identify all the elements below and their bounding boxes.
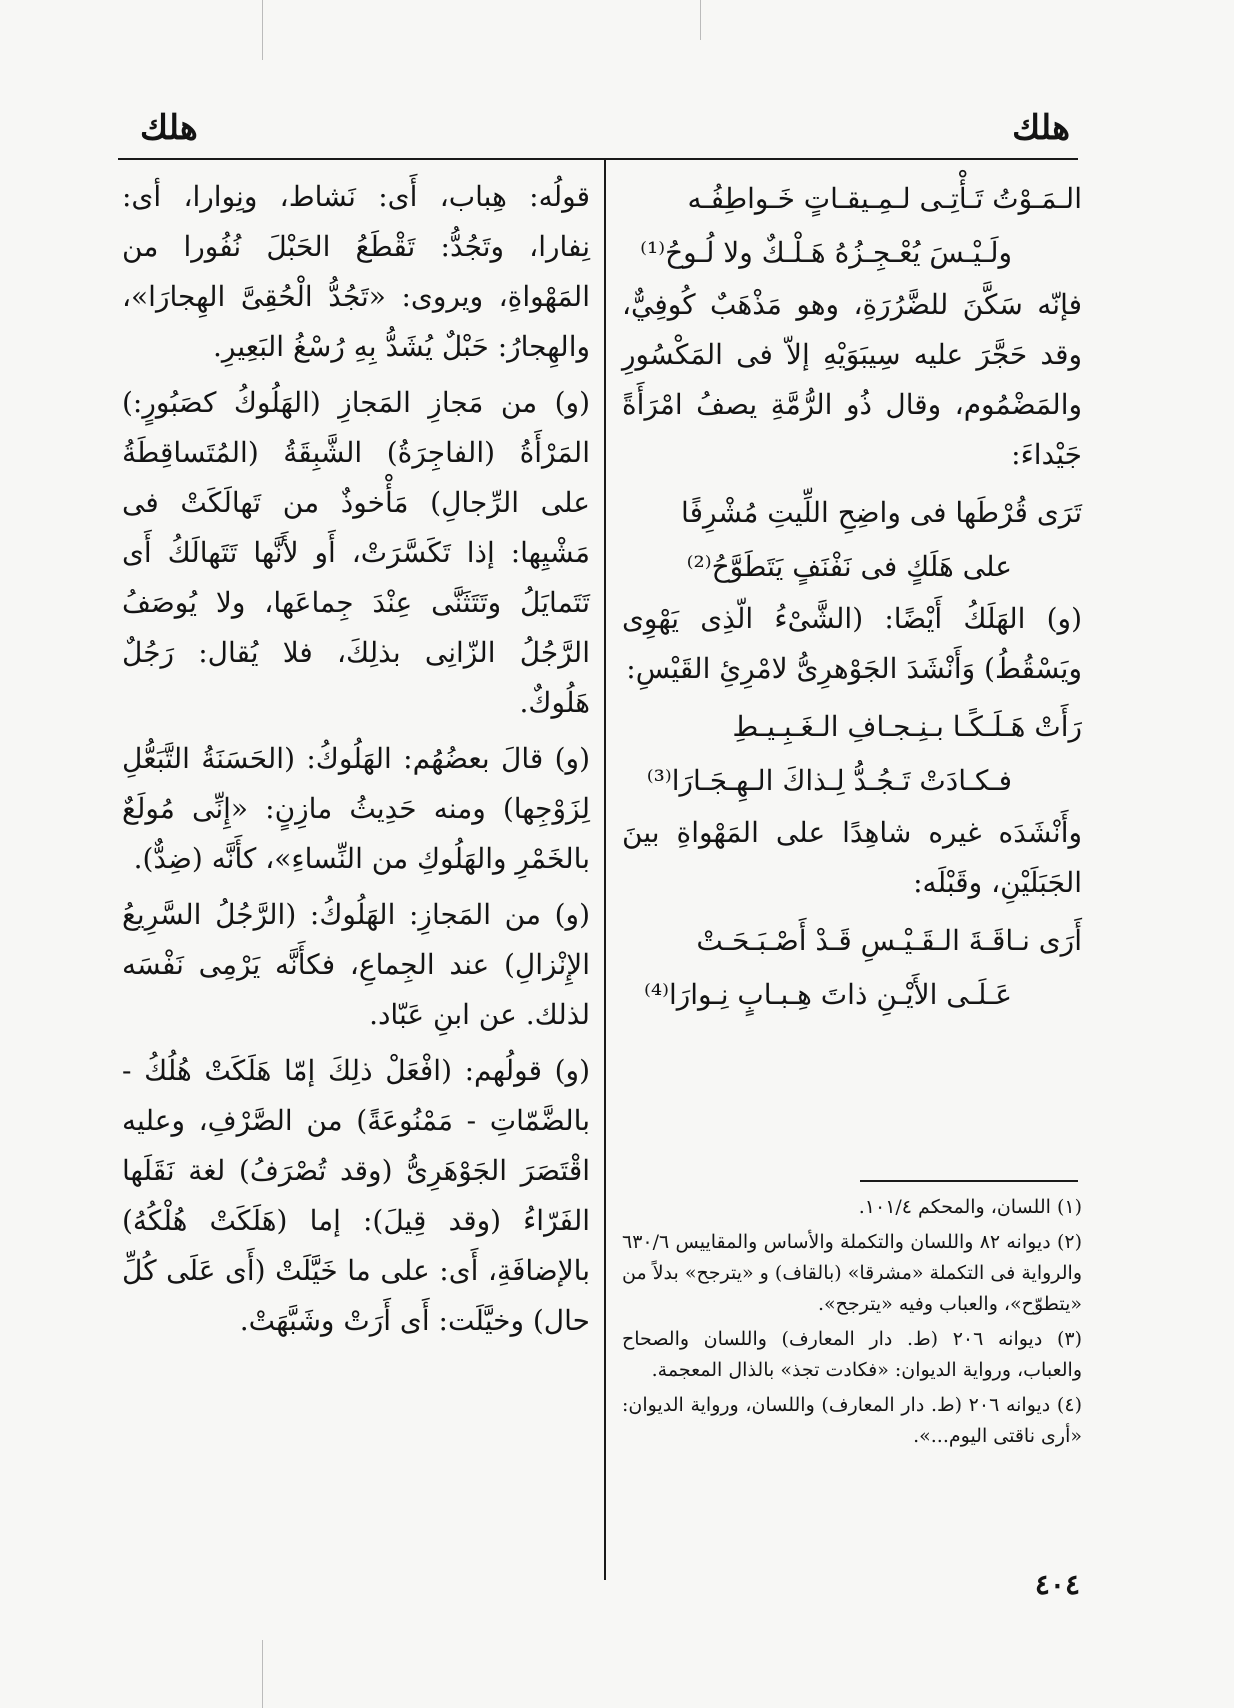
body-paragraph: فإنّه سَكَّنَ للضَّرُرَةِ، وهو مَذْهَبٌ كُوفِيٌّ، وقد حَجَّرَ عليه سِيبَوَيْهِ إلاّ فى المَكْسُورِ والمَضْمُوم، وقال ذُو الرُّمَّةِ يصفُ امْرَأَةً جَيْداءَ: <box>622 288 1082 471</box>
header-title-right: هلك <box>1012 108 1070 148</box>
running-header <box>140 108 1070 158</box>
body-paragraph: (و) من مَجازِ المَجازِ (الهَلُوكُ كصَبُورٍ:) المَرْأَةُ (الفاجِرَةُ) الشَّبِقَةُ (المُتَساقِطَةُ على الرِّجالِ) مَأْخوذٌ من تَهالَكَتْ فى مَشْيِها: إذا تَكَسَّرَتْ، أَو لأَنَّها تَتَهالَكُ أَى تَتَمايَلُ وتَتَثَنَّى عِنْدَ جِماعَها، ولا يُوصَفُ الرَّجُلُ الزّانِى بذلِكَ، فلا يُقال: رَجُلٌ هَلُوكٌ. <box>122 386 590 719</box>
header-title-left: هلك <box>140 108 198 148</box>
right-column <box>622 172 1082 1022</box>
body-paragraph: (و) قولُهم: (افْعَلْ ذلِكَ إمّا هَلَكَتْ هُلُكُ - بالضَّمّاتِ - مَمْنُوعَةً) من الصَّرْفِ، وعليه اقْتَصَرَ الجَوْهَرِىُّ (وقد تُصْرَفُ) لغة نَقَلَها الفَرّاءُ (وقد قِيلَ): إما (هَلَكَتْ هُلْكُهُ) بالإضافَةِ، أَى: على ما خَيَّلَتْ (أَى عَلَى كُلِّ حال) وخيَّلَت: أَى أَرَتْ وشَبَّهَتْ. <box>122 1054 590 1337</box>
footnote: (٤) ديوانه ٢٠٦ (ط. دار المعارف) واللسان، ورواية الديوان: «أرى ناقتى اليوم...». <box>622 1394 1082 1447</box>
verse-line: رَأَتْ هَـلَـكًـا بـنِـجـافِ الـغَـبِـيـطِ <box>732 710 1082 743</box>
header-rule <box>118 158 1078 160</box>
crop-mark <box>262 1640 263 1708</box>
page-number: ٤٠٤ <box>1034 1568 1080 1601</box>
crop-mark <box>700 0 701 40</box>
verse-line: على هَلَكٍ فى نَفْنَفٍ يَتَطَوَّحُ⁽²⁾ <box>686 550 1012 583</box>
body-paragraph: (و) الهَلَكُ أَيْضًا: (الشَّىْءُ الّذِى يَهْوِى ويَسْقُطُ) وَأَنْشَدَ الجَوْهرِىُّ لامْرِئِ القَيْسِ: <box>622 602 1082 685</box>
body-paragraph: وأَنْشَدَه غيره شاهِدًا على المَهْواةِ بينَ الجَبَلَيْنِ، وقَبْلَه: <box>622 816 1082 899</box>
verse-line: الـمَـوْتُ تَـأْتِـى لـمِـيقـاتٍ خَـواطِفُـه <box>687 182 1082 215</box>
body-paragraph: (و) من المَجازِ: الهَلُوكُ: (الرَّجُلُ السَّرِيعُ الإِنْزالِ) عند الجِماعِ، فكأَنَّه يَرْمِى نَفْسَه لذلك. عن ابنِ عَبّاد. <box>122 898 590 1031</box>
crop-mark <box>262 0 263 60</box>
verse-line: عَـلَـى الأَيْـنِ ذاتَ هِـبـابٍ نِـوارَا⁽⁴⁾ <box>643 978 1012 1011</box>
verse-line: أَرَى نـاقَـةَ الـقَـيْـسِ قَـدْ أَصْـبَـحَـتْ <box>696 924 1082 957</box>
footnote: (٢) ديوانه ٨٢ واللسان والتكملة والأساس والمقاييس ٦٣٠/٦ والرواية فى التكملة «مشرقا» (بالقاف) و «يترجح» بدلاً من «يتطوّح»، والعباب وفيه «يترجح». <box>622 1231 1082 1315</box>
body-paragraph: قولُه: هِباب، أَى: نَشاط، ونِوارا، أى: نِفارا، وتَجُدُّ: تَقْطَعُ الحَبْلَ نُفُورا من المَهْواةِ، ويروى: «تَجُدُّ الْحُقِىَّ الهِجارَا»، والهِجارُ: حَبْلٌ يُشَدُّ بِهِ رُسْغُ البَعِيرِ. <box>122 180 590 363</box>
left-column <box>122 172 590 1352</box>
verse-line: ولَـيْـسَ يُعْـجِـزُهُ هَـلْـكٌ ولا لُـوحُ⁽¹⁾ <box>640 236 1012 269</box>
footnote: (٣) ديوانه ٢٠٦ (ط. دار المعارف) واللسان والصحاح والعباب، ورواية الديوان: «فكادت تجذ» بالذال المعجمة. <box>622 1328 1082 1381</box>
footnote-rule <box>860 1180 1078 1182</box>
verse-line: تَرَى قُرْطَها فى واضِحِ اللِّيتِ مُشْرِفًا <box>681 496 1082 529</box>
footnotes <box>622 1192 1082 1456</box>
column-divider <box>604 160 606 1580</box>
footnote: (١) اللسان، والمحكم ١٠١/٤. <box>858 1196 1082 1218</box>
verse-line: فـكـادَتْ تَـجُـدُّ لِـذاكَ الـهِـجَـارَا⁽³⁾ <box>646 764 1012 797</box>
body-paragraph: (و) قالَ بعضُهُم: الهَلُوكُ: (الحَسَنَةُ التَّبَعُّلِ لِزَوْجِها) ومنه حَدِيثُ مازِنٍ: «إِنِّى مُولَعٌ بالخَمْرِ والهَلُوكِ من النِّساءِ»، كأَنَّه (ضِدٌّ). <box>122 742 590 875</box>
